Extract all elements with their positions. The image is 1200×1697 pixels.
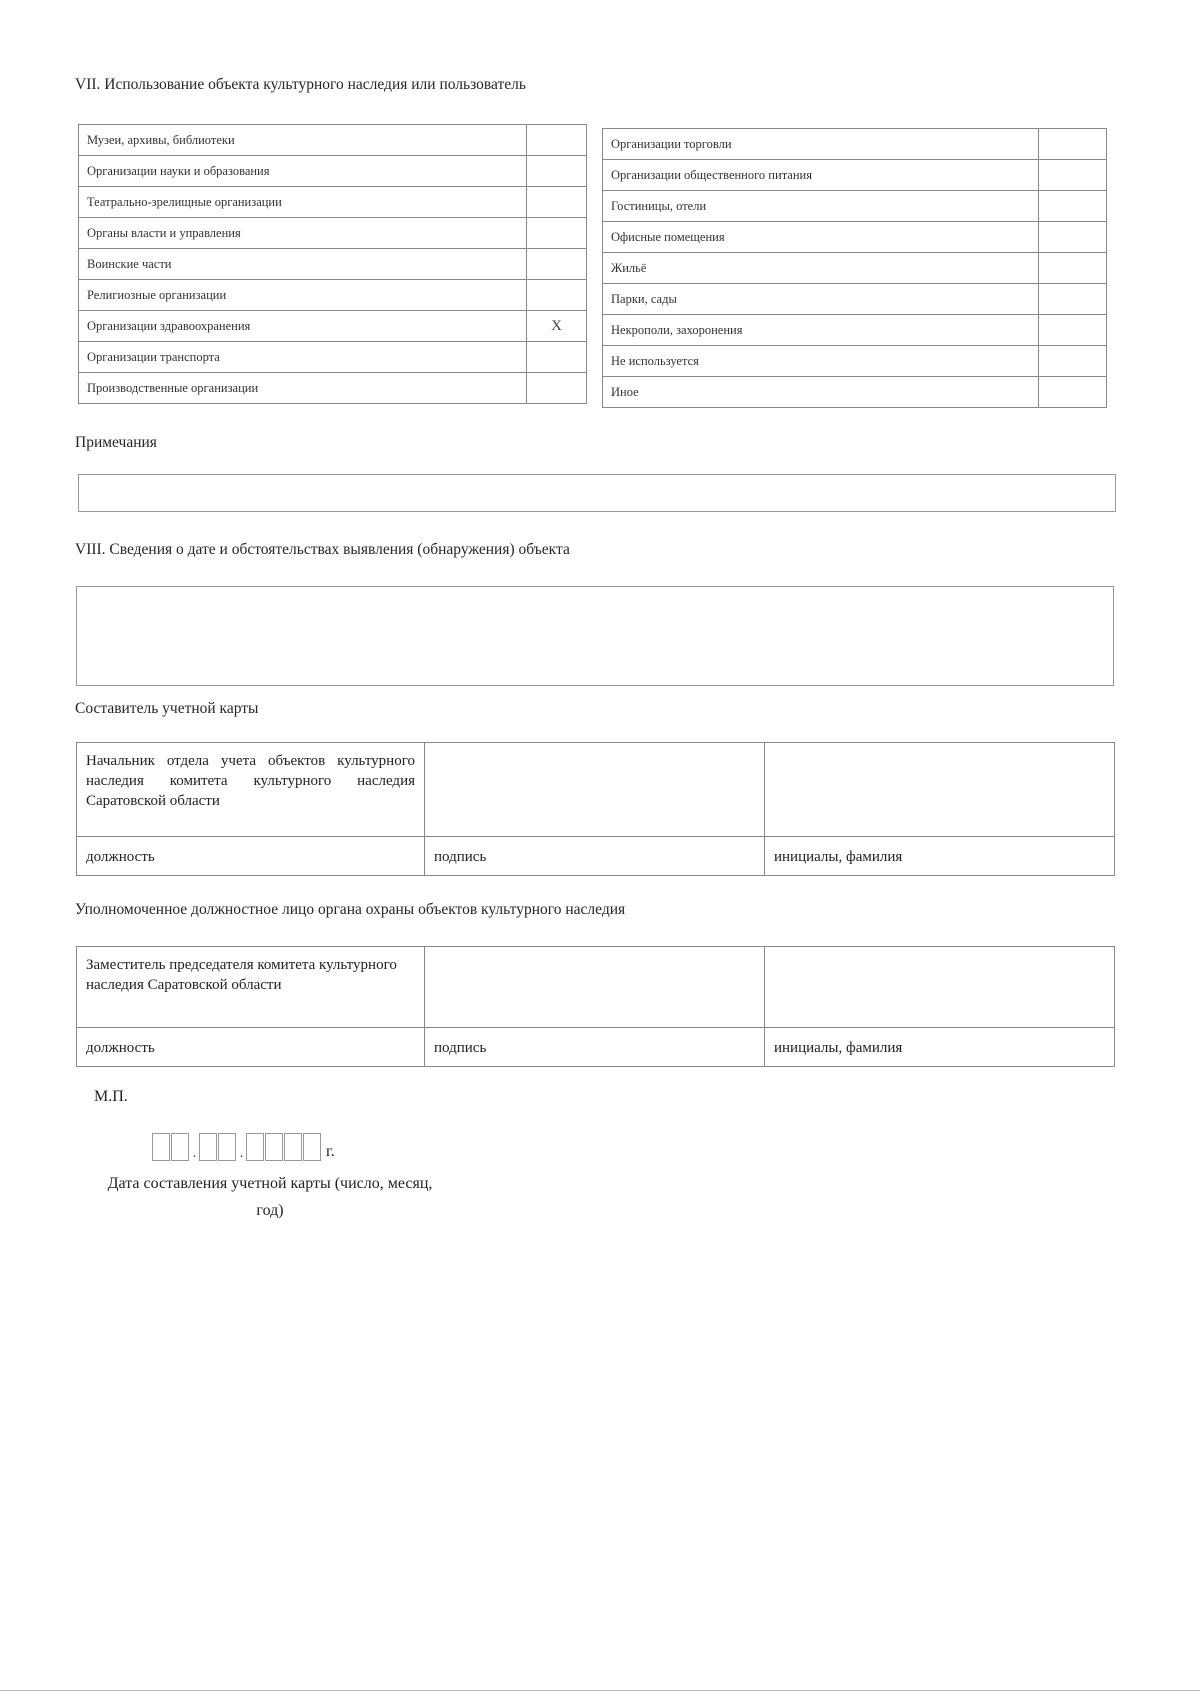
date-year-suffix: г. xyxy=(326,1143,335,1160)
usage-mark-cell[interactable] xyxy=(527,280,587,311)
usage-label: Организации науки и образования xyxy=(79,156,527,187)
compiler-name-caption: инициалы, фамилия xyxy=(765,837,1115,876)
date-month-digit-2[interactable] xyxy=(218,1133,236,1161)
usage-row-right xyxy=(603,284,1107,315)
official-name-cell[interactable] xyxy=(765,947,1115,1028)
official-name-caption: инициалы, фамилия xyxy=(765,1028,1115,1067)
compiler-position: Начальник отдела учета объектов культурного наследия комитета культурного наследия Саратовской области xyxy=(86,753,415,809)
usage-row-right xyxy=(603,315,1107,346)
usage-mark-cell[interactable] xyxy=(527,187,587,218)
usage-mark-cell[interactable]: X xyxy=(527,311,587,342)
date-caption-line-1: Дата составления учетной карты (число, месяц, xyxy=(107,1175,433,1192)
usage-row-left xyxy=(79,156,587,187)
usage-label: Гостиницы, отели xyxy=(603,191,1039,222)
compiler-position-cell xyxy=(77,743,425,837)
discovery-info-field[interactable] xyxy=(76,586,1114,686)
usage-label: Не используется xyxy=(603,346,1039,377)
usage-label: Религиозные организации xyxy=(79,280,527,311)
stamp-label: М.П. xyxy=(94,1088,128,1105)
usage-label: Жильё xyxy=(603,253,1039,284)
usage-label: Театрально-зрелищные организации xyxy=(79,187,527,218)
usage-mark-cell[interactable] xyxy=(527,125,587,156)
date-separator: . xyxy=(239,1146,244,1161)
usage-table-left xyxy=(78,124,587,404)
usage-label: Организации здравоохранения xyxy=(79,311,527,342)
usage-label: Офисные помещения xyxy=(603,222,1039,253)
usage-row-right xyxy=(603,191,1107,222)
compiler-position-caption: должность xyxy=(77,837,425,876)
usage-label: Организации общественного питания xyxy=(603,160,1039,191)
section-8-title: VIII. Сведения о дате и обстоятельствах выявления (обнаружения) объекта xyxy=(75,541,570,558)
official-position-cell xyxy=(77,947,425,1028)
usage-row-right xyxy=(603,346,1107,377)
official-signature-cell[interactable] xyxy=(425,947,765,1028)
usage-mark-cell[interactable] xyxy=(1039,284,1107,315)
usage-mark-cell[interactable] xyxy=(1039,253,1107,284)
usage-row-left xyxy=(79,342,587,373)
compiler-signature-table xyxy=(76,742,1115,876)
official-position-caption: должность xyxy=(77,1028,425,1067)
usage-mark-cell[interactable] xyxy=(1039,160,1107,191)
date-field xyxy=(152,1131,335,1161)
official-title: Уполномоченное должностное лицо органа охраны объектов культурного наследия xyxy=(75,901,626,918)
date-year-digit-1[interactable] xyxy=(246,1133,264,1161)
date-year-digit-2[interactable] xyxy=(265,1133,283,1161)
usage-label: Музеи, архивы, библиотеки xyxy=(79,125,527,156)
usage-label: Парки, сады xyxy=(603,284,1039,315)
usage-row-left xyxy=(79,218,587,249)
date-month-digit-1[interactable] xyxy=(199,1133,217,1161)
usage-row-left xyxy=(79,311,587,342)
usage-label: Некрополи, захоронения xyxy=(603,315,1039,346)
section-7-title: VII. Использование объекта культурного наследия или пользователь xyxy=(75,76,526,93)
usage-mark-cell[interactable] xyxy=(527,373,587,404)
date-caption-line-2: год) xyxy=(256,1202,284,1219)
usage-label: Производственные организации xyxy=(79,373,527,404)
page-bottom-divider xyxy=(0,1690,1200,1691)
usage-label: Иное xyxy=(603,377,1039,408)
compiler-name-cell[interactable] xyxy=(765,743,1115,837)
usage-row-left xyxy=(79,249,587,280)
usage-row-right xyxy=(603,129,1107,160)
usage-row-right xyxy=(603,222,1107,253)
usage-row-right xyxy=(603,253,1107,284)
usage-mark-cell[interactable] xyxy=(1039,129,1107,160)
usage-label: Организации транспорта xyxy=(79,342,527,373)
usage-label: Воинские части xyxy=(79,249,527,280)
official-signature-table xyxy=(76,946,1115,1067)
usage-mark-cell[interactable] xyxy=(1039,315,1107,346)
date-day-digit-2[interactable] xyxy=(171,1133,189,1161)
usage-row-right xyxy=(603,377,1107,408)
date-separator: . xyxy=(192,1146,197,1161)
date-year-digit-3[interactable] xyxy=(284,1133,302,1161)
compiler-signature-caption: подпись xyxy=(425,837,765,876)
usage-row-left xyxy=(79,187,587,218)
date-year-digit-4[interactable] xyxy=(303,1133,321,1161)
date-day-digit-1[interactable] xyxy=(152,1133,170,1161)
usage-mark-cell[interactable] xyxy=(1039,191,1107,222)
usage-mark-cell[interactable] xyxy=(1039,377,1107,408)
notes-field[interactable] xyxy=(78,474,1116,512)
notes-title: Примечания xyxy=(75,434,157,451)
usage-table-right xyxy=(602,128,1107,408)
usage-mark-cell[interactable] xyxy=(527,342,587,373)
compiler-title: Составитель учетной карты xyxy=(75,700,259,717)
usage-row-left xyxy=(79,373,587,404)
usage-row-right xyxy=(603,160,1107,191)
usage-mark-cell[interactable] xyxy=(527,156,587,187)
usage-mark-cell[interactable] xyxy=(1039,346,1107,377)
official-position: Заместитель председателя комитета культурного наследия Саратовской области xyxy=(86,957,397,993)
usage-label: Организации торговли xyxy=(603,129,1039,160)
official-signature-caption: подпись xyxy=(425,1028,765,1067)
usage-label: Органы власти и управления xyxy=(79,218,527,249)
date-caption xyxy=(80,1170,460,1224)
usage-mark-cell[interactable] xyxy=(1039,222,1107,253)
compiler-signature-cell[interactable] xyxy=(425,743,765,837)
usage-mark-cell[interactable] xyxy=(527,218,587,249)
usage-mark-cell[interactable] xyxy=(527,249,587,280)
usage-row-left xyxy=(79,280,587,311)
usage-row-left xyxy=(79,125,587,156)
